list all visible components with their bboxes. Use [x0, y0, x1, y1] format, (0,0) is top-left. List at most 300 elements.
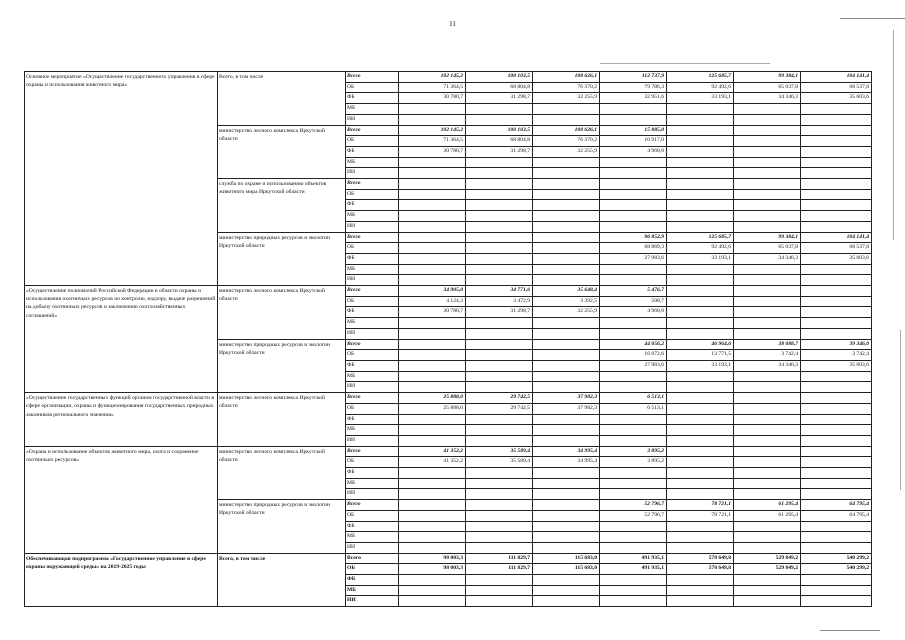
amount-cell: [466, 510, 533, 521]
amount-cell: [399, 542, 466, 553]
funding-source-cell: Всего: [346, 125, 399, 136]
amount-cell: [466, 575, 533, 586]
amount-cell: [600, 478, 667, 489]
amount-cell: 31 298,7: [466, 93, 533, 104]
amount-cell: 6 513,1: [600, 393, 667, 404]
funding-source-cell: ФБ: [346, 521, 399, 532]
amount-cell: [801, 382, 872, 393]
amount-cell: [734, 521, 801, 532]
amount-cell: [734, 403, 801, 414]
amount-cell: [801, 414, 872, 425]
amount-cell: [399, 468, 466, 479]
amount-cell: 529 849,2: [734, 564, 801, 575]
amount-cell: 104 141,4: [801, 232, 872, 243]
page-number: 11: [449, 20, 456, 28]
amount-cell: [399, 500, 466, 511]
amount-cell: [399, 211, 466, 222]
amount-cell: 578 649,8: [667, 553, 734, 564]
amount-cell: 34 346,3: [734, 253, 801, 264]
amount-cell: 98 003,3: [399, 553, 466, 564]
amount-cell: [399, 371, 466, 382]
amount-cell: [466, 350, 533, 361]
amount-cell: 100 103,5: [466, 72, 533, 83]
amount-cell: [399, 157, 466, 168]
amount-cell: 108 626,1: [533, 72, 600, 83]
amount-cell: [466, 179, 533, 190]
amount-cell: [734, 211, 801, 222]
amount-cell: 30 780,7: [399, 93, 466, 104]
amount-cell: [533, 275, 600, 286]
table-row: [25, 72, 872, 83]
amount-cell: 33 193,1: [667, 360, 734, 371]
funding-source-cell: ОБ: [346, 296, 399, 307]
amount-cell: [399, 478, 466, 489]
amount-cell: 13 771,5: [667, 350, 734, 361]
amount-cell: 25 888,0: [399, 393, 466, 404]
amount-cell: [600, 189, 667, 200]
amount-cell: 46 964,6: [667, 339, 734, 350]
funding-source-cell: ИИ: [346, 114, 399, 125]
amount-cell: [801, 542, 872, 553]
amount-cell: [801, 371, 872, 382]
amount-cell: 64 795,4: [801, 510, 872, 521]
amount-cell: [801, 189, 872, 200]
amount-cell: 71 364,5: [399, 136, 466, 147]
amount-cell: 32 255,9: [533, 307, 600, 318]
amount-cell: 112 737,9: [600, 72, 667, 83]
amount-cell: [600, 200, 667, 211]
amount-cell: [466, 596, 533, 607]
amount-cell: [667, 200, 734, 211]
amount-cell: [734, 414, 801, 425]
amount-cell: [533, 339, 600, 350]
amount-cell: [734, 457, 801, 468]
amount-cell: [801, 393, 872, 404]
amount-cell: 33 193,1: [667, 253, 734, 264]
funding-source-cell: ФБ: [346, 93, 399, 104]
amount-cell: [667, 125, 734, 136]
amount-cell: [399, 435, 466, 446]
amount-cell: 4 124,3: [399, 296, 466, 307]
amount-cell: [600, 489, 667, 500]
amount-cell: [667, 489, 734, 500]
amount-cell: [734, 146, 801, 157]
amount-cell: 16 072,6: [600, 350, 667, 361]
measure-description: «Осуществление государственных функций органом государственной власти в сфере организации, охраны и функционирования государственных природных заказников регионального значения»: [25, 393, 218, 447]
amount-cell: 34 346,3: [734, 360, 801, 371]
amount-cell: 61 295,4: [734, 500, 801, 511]
amount-cell: [466, 264, 533, 275]
amount-cell: [399, 360, 466, 371]
amount-cell: 4 968,0: [600, 307, 667, 318]
amount-cell: [600, 435, 667, 446]
amount-cell: [801, 221, 872, 232]
amount-cell: [734, 296, 801, 307]
amount-cell: [667, 286, 734, 297]
amount-cell: [466, 425, 533, 436]
amount-cell: [734, 532, 801, 543]
amount-cell: [466, 500, 533, 511]
amount-cell: [667, 168, 734, 179]
amount-cell: 34 771,6: [466, 286, 533, 297]
amount-cell: 3 392,5: [533, 296, 600, 307]
amount-cell: [600, 542, 667, 553]
executor-cell: министерство природных ресурсов и экологии Иркутской области: [218, 232, 346, 286]
scan-artifact-line: [840, 18, 905, 19]
amount-cell: [801, 179, 872, 190]
funding-source-cell: МБ: [346, 104, 399, 115]
amount-cell: [667, 189, 734, 200]
amount-cell: 508,7: [600, 296, 667, 307]
amount-cell: 31 298,7: [466, 307, 533, 318]
funding-source-cell: МБ: [346, 478, 399, 489]
amount-cell: [399, 114, 466, 125]
amount-cell: [734, 575, 801, 586]
executor-cell: министерство природных ресурсов и экологии Иркутской области: [218, 339, 346, 393]
amount-cell: [466, 221, 533, 232]
funding-source-cell: ИИ: [346, 489, 399, 500]
amount-cell: 71 364,5: [399, 82, 466, 93]
amount-cell: [667, 146, 734, 157]
amount-cell: [533, 435, 600, 446]
funding-source-cell: ИИ: [346, 168, 399, 179]
amount-cell: 99 384,1: [734, 232, 801, 243]
amount-cell: 38 088,7: [734, 339, 801, 350]
funding-source-cell: МБ: [346, 532, 399, 543]
table-row: [25, 286, 872, 297]
amount-cell: 78 721,1: [667, 500, 734, 511]
amount-cell: [533, 157, 600, 168]
amount-cell: [533, 318, 600, 329]
amount-cell: [734, 264, 801, 275]
amount-cell: [734, 478, 801, 489]
amount-cell: [734, 307, 801, 318]
amount-cell: [600, 157, 667, 168]
amount-cell: [667, 585, 734, 596]
amount-cell: 34 995,4: [533, 457, 600, 468]
amount-cell: [533, 425, 600, 436]
amount-cell: 102 145,2: [399, 72, 466, 83]
funding-source-cell: ИИ: [346, 221, 399, 232]
amount-cell: 79 786,3: [600, 82, 667, 93]
amount-cell: [533, 371, 600, 382]
amount-cell: 125 685,7: [667, 72, 734, 83]
amount-cell: [667, 264, 734, 275]
amount-cell: [466, 435, 533, 446]
amount-cell: 25 888,0: [399, 403, 466, 414]
funding-source-cell: ОБ: [346, 136, 399, 147]
amount-cell: 3 472,9: [466, 296, 533, 307]
table-row: [25, 553, 872, 564]
amount-cell: [533, 350, 600, 361]
amount-cell: [734, 125, 801, 136]
amount-cell: [399, 521, 466, 532]
amount-cell: [533, 532, 600, 543]
table-row: [25, 446, 872, 457]
amount-cell: [667, 596, 734, 607]
funding-source-cell: МБ: [346, 264, 399, 275]
amount-cell: [600, 425, 667, 436]
funding-source-cell: ФБ: [346, 468, 399, 479]
amount-cell: [399, 585, 466, 596]
amount-cell: [667, 532, 734, 543]
amount-cell: [466, 585, 533, 596]
amount-cell: [533, 328, 600, 339]
amount-cell: [734, 585, 801, 596]
amount-cell: 529 849,2: [734, 553, 801, 564]
funding-source-cell: ИИ: [346, 542, 399, 553]
executor-cell: министерство лесного комплекса Иркутской области: [218, 286, 346, 340]
amount-cell: [667, 328, 734, 339]
amount-cell: [466, 478, 533, 489]
amount-cell: [533, 168, 600, 179]
amount-cell: [667, 542, 734, 553]
amount-cell: [734, 286, 801, 297]
amount-cell: 108 626,1: [533, 125, 600, 136]
amount-cell: [801, 328, 872, 339]
amount-cell: [466, 382, 533, 393]
amount-cell: [801, 457, 872, 468]
amount-cell: [533, 596, 600, 607]
amount-cell: 37 982,3: [533, 393, 600, 404]
amount-cell: 34 995,4: [533, 446, 600, 457]
amount-cell: 30 780,7: [399, 146, 466, 157]
amount-cell: [667, 393, 734, 404]
funding-source-cell: ИИ: [346, 382, 399, 393]
amount-cell: [667, 382, 734, 393]
funding-source-cell: ИИ: [346, 596, 399, 607]
scan-artifact-line: [900, 330, 901, 490]
amount-cell: [667, 521, 734, 532]
amount-cell: [466, 189, 533, 200]
amount-cell: 64 795,4: [801, 500, 872, 511]
amount-cell: 29 742,5: [466, 393, 533, 404]
amount-cell: [399, 318, 466, 329]
amount-cell: [600, 468, 667, 479]
amount-cell: 41 352,2: [399, 446, 466, 457]
amount-cell: [533, 221, 600, 232]
amount-cell: [466, 243, 533, 254]
amount-cell: [533, 243, 600, 254]
amount-cell: 92 492,6: [667, 82, 734, 93]
amount-cell: 39 346,0: [801, 339, 872, 350]
amount-cell: [466, 211, 533, 222]
amount-cell: 68 804,8: [466, 82, 533, 93]
amount-cell: [667, 435, 734, 446]
amount-cell: [399, 264, 466, 275]
amount-cell: [801, 478, 872, 489]
amount-cell: [600, 414, 667, 425]
funding-source-cell: ФБ: [346, 200, 399, 211]
amount-cell: 35 603,6: [801, 253, 872, 264]
funding-source-cell: МБ: [346, 425, 399, 436]
amount-cell: [466, 339, 533, 350]
amount-cell: [600, 211, 667, 222]
funding-source-cell: ФБ: [346, 253, 399, 264]
amount-cell: [667, 403, 734, 414]
amount-cell: [399, 575, 466, 586]
amount-cell: 111 829,7: [466, 564, 533, 575]
funding-source-cell: ФБ: [346, 575, 399, 586]
amount-cell: [466, 232, 533, 243]
funding-source-cell: ОБ: [346, 457, 399, 468]
amount-cell: [466, 114, 533, 125]
executor-cell: Всего, в том числе: [218, 553, 346, 607]
funding-source-cell: ФБ: [346, 307, 399, 318]
funding-source-cell: Всего: [346, 286, 399, 297]
amount-cell: [801, 157, 872, 168]
amount-cell: [466, 318, 533, 329]
amount-cell: 68 537,8: [801, 82, 872, 93]
amount-cell: 52 796,7: [600, 500, 667, 511]
amount-cell: 41 352,2: [399, 457, 466, 468]
funding-source-cell: Всего: [346, 179, 399, 190]
amount-cell: 68 537,8: [801, 243, 872, 254]
executor-cell: служба по охране и использованию объектов животного мира Иркутской области: [218, 179, 346, 233]
amount-cell: 92 492,6: [667, 243, 734, 254]
funding-source-cell: ОБ: [346, 82, 399, 93]
amount-cell: 31 298,7: [466, 146, 533, 157]
amount-cell: [533, 179, 600, 190]
amount-cell: [667, 318, 734, 329]
amount-cell: [734, 425, 801, 436]
amount-cell: 491 935,1: [600, 553, 667, 564]
amount-cell: [533, 211, 600, 222]
amount-cell: [533, 521, 600, 532]
amount-cell: [801, 168, 872, 179]
amount-cell: [466, 542, 533, 553]
amount-cell: 32 255,9: [533, 93, 600, 104]
amount-cell: [734, 114, 801, 125]
amount-cell: [600, 179, 667, 190]
amount-cell: [600, 264, 667, 275]
amount-cell: [600, 328, 667, 339]
amount-cell: 540 299,2: [801, 564, 872, 575]
funding-source-cell: МБ: [346, 371, 399, 382]
funding-source-cell: ИИ: [346, 275, 399, 286]
amount-cell: [533, 510, 600, 521]
funding-source-cell: МБ: [346, 318, 399, 329]
amount-cell: [734, 179, 801, 190]
amount-cell: [466, 328, 533, 339]
amount-cell: 34 346,3: [734, 93, 801, 104]
funding-source-cell: ОБ: [346, 243, 399, 254]
amount-cell: 3 742,4: [734, 350, 801, 361]
amount-cell: 76 370,2: [533, 136, 600, 147]
scan-artifact-line: [893, 30, 894, 240]
amount-cell: [533, 478, 600, 489]
amount-cell: [801, 136, 872, 147]
amount-cell: [399, 232, 466, 243]
funding-source-cell: Всего: [346, 553, 399, 564]
amount-cell: [734, 328, 801, 339]
table-row: [25, 393, 872, 404]
amount-cell: 5 476,7: [600, 286, 667, 297]
amount-cell: [667, 414, 734, 425]
amount-cell: 4 968,0: [600, 146, 667, 157]
amount-cell: [734, 318, 801, 329]
amount-cell: [801, 532, 872, 543]
amount-cell: [533, 575, 600, 586]
amount-cell: [399, 414, 466, 425]
amount-cell: 125 685,7: [667, 232, 734, 243]
scan-artifact-line: [600, 63, 770, 64]
amount-cell: [399, 382, 466, 393]
funding-source-cell: ОБ: [346, 564, 399, 575]
amount-cell: [399, 532, 466, 543]
amount-cell: [533, 114, 600, 125]
amount-cell: 35 603,6: [801, 93, 872, 104]
funding-source-cell: Всего: [346, 500, 399, 511]
amount-cell: [533, 264, 600, 275]
amount-cell: [801, 596, 872, 607]
amount-cell: [466, 521, 533, 532]
funding-source-cell: Всего: [346, 393, 399, 404]
amount-cell: 15 885,0: [600, 125, 667, 136]
amount-cell: [801, 489, 872, 500]
amount-cell: [667, 468, 734, 479]
amount-cell: [533, 382, 600, 393]
scan-artifact-line: [820, 630, 880, 631]
amount-cell: [667, 446, 734, 457]
amount-cell: [667, 104, 734, 115]
amount-cell: [533, 253, 600, 264]
amount-cell: 96 852,9: [600, 232, 667, 243]
amount-cell: [466, 489, 533, 500]
amount-cell: 65 037,8: [734, 243, 801, 254]
amount-cell: 6 513,1: [600, 403, 667, 414]
measure-description: Обеспечивающая подпрограмма «Государственное управление в сфере охраны окружающей среды» на 2019-2025 годы: [25, 553, 218, 607]
amount-cell: 111 829,7: [466, 553, 533, 564]
amount-cell: [399, 275, 466, 286]
amount-cell: [600, 104, 667, 115]
amount-cell: [801, 211, 872, 222]
amount-cell: [533, 542, 600, 553]
amount-cell: [734, 446, 801, 457]
amount-cell: [399, 425, 466, 436]
amount-cell: [533, 585, 600, 596]
amount-cell: 68 804,8: [466, 136, 533, 147]
amount-cell: 3 895,2: [600, 446, 667, 457]
amount-cell: [667, 221, 734, 232]
amount-cell: 104 141,4: [801, 72, 872, 83]
amount-cell: 27 983,6: [600, 360, 667, 371]
funding-source-cell: МБ: [346, 585, 399, 596]
amount-cell: [600, 532, 667, 543]
amount-cell: [734, 275, 801, 286]
funding-source-cell: ОБ: [346, 189, 399, 200]
amount-cell: [801, 425, 872, 436]
amount-cell: [734, 104, 801, 115]
amount-cell: [667, 425, 734, 436]
amount-cell: 115 683,0: [533, 553, 600, 564]
amount-cell: 10 917,0: [600, 136, 667, 147]
amount-cell: [734, 393, 801, 404]
amount-cell: [399, 189, 466, 200]
amount-cell: [399, 200, 466, 211]
amount-cell: [399, 253, 466, 264]
amount-cell: [533, 489, 600, 500]
executor-cell: министерство лесного комплекса Иркутской области: [218, 393, 346, 447]
amount-cell: 37 982,3: [533, 403, 600, 414]
table-body: [25, 72, 872, 607]
amount-cell: 52 796,7: [600, 510, 667, 521]
amount-cell: [801, 318, 872, 329]
funding-source-cell: ФБ: [346, 414, 399, 425]
amount-cell: [466, 157, 533, 168]
amount-cell: 61 295,4: [734, 510, 801, 521]
funding-source-cell: ФБ: [346, 360, 399, 371]
